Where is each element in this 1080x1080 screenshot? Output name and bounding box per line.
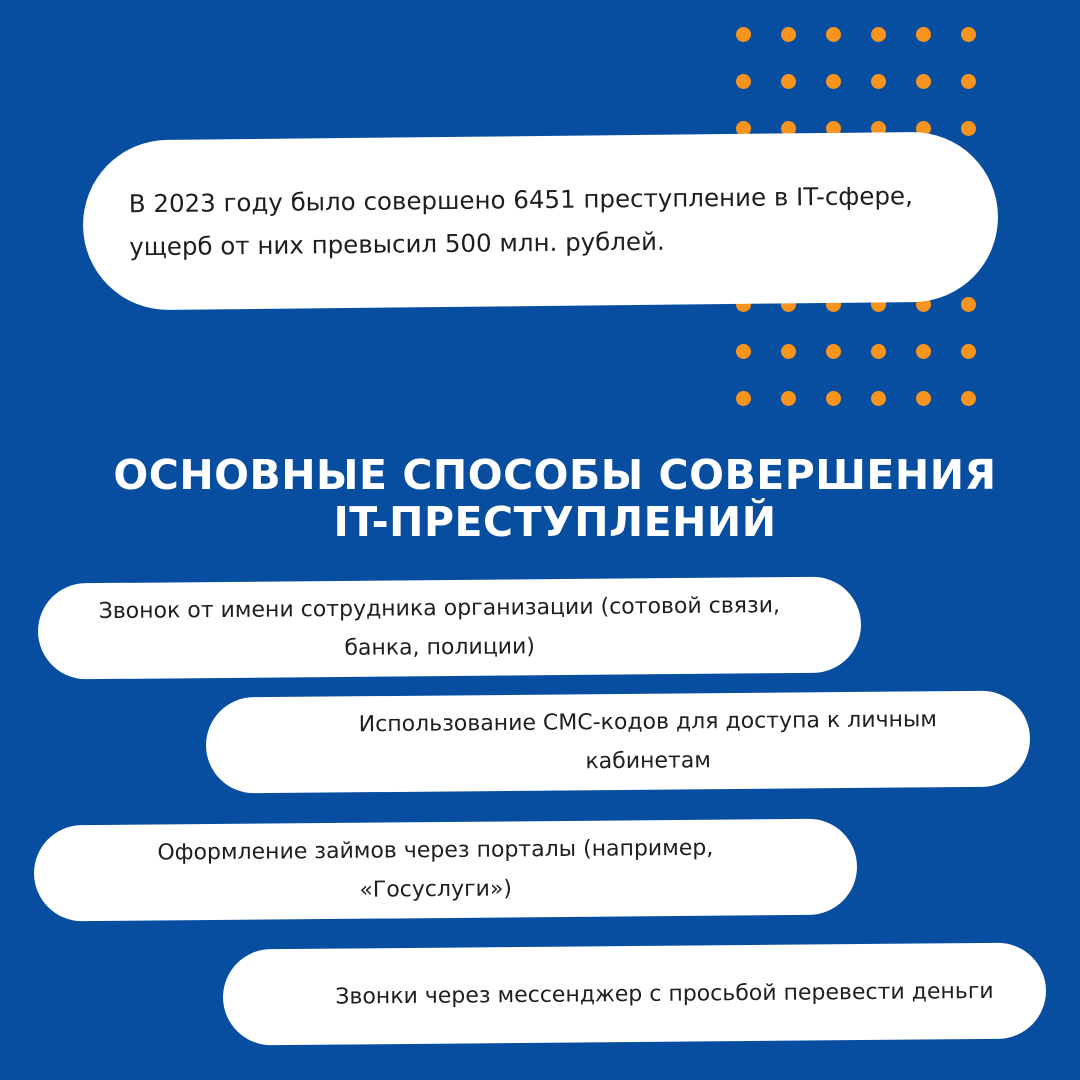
method-pill-phone-call [38, 576, 862, 679]
decorative-dot-grid-top [736, 27, 976, 136]
orange-dot [916, 27, 931, 42]
orange-dot [736, 344, 751, 359]
orange-dot [736, 391, 751, 406]
orange-dot [826, 391, 841, 406]
orange-dot [961, 297, 976, 312]
orange-dot [961, 391, 976, 406]
method-text: Использование СМС-кодов для доступа к личным кабинетам [358, 707, 938, 775]
orange-dot [871, 27, 886, 42]
method-text: Оформление займов через порталы (например, «Госуслуги») [157, 835, 714, 903]
statistic-pill [82, 131, 999, 311]
orange-dot [781, 344, 796, 359]
orange-dot [961, 121, 976, 136]
orange-dot [916, 344, 931, 359]
orange-dot [826, 27, 841, 42]
method-pill-loans [34, 818, 858, 921]
method-text: Звонок от имени сотрудника организации (сотовой связи, банка, полиции) [98, 593, 781, 661]
orange-dot [916, 391, 931, 406]
method-pill-messenger [223, 942, 1047, 1045]
orange-dot [871, 391, 886, 406]
method-text: Звонки через мессенджер с просьбой перевести деньги [335, 978, 994, 1010]
orange-dot [916, 74, 931, 89]
orange-dot [871, 74, 886, 89]
orange-dot [781, 27, 796, 42]
decorative-dot-grid-bottom [736, 297, 976, 406]
orange-dot [781, 74, 796, 89]
method-pill-sms-codes [206, 690, 1031, 793]
orange-dot [781, 391, 796, 406]
orange-dot [736, 27, 751, 42]
orange-dot [961, 74, 976, 89]
orange-dot [871, 344, 886, 359]
orange-dot [961, 27, 976, 42]
heading-line-1: ОСНОВНЫЕ СПОСОБЫ СОВЕРШЕНИЯ [113, 451, 997, 499]
orange-dot [961, 344, 976, 359]
orange-dot [826, 74, 841, 89]
statistic-text: В 2023 году было совершено 6451 преступление в IT-сфере, ущерб от них превысил 500 млн. рублей. [128, 181, 913, 262]
orange-dot [826, 344, 841, 359]
orange-dot [736, 74, 751, 89]
heading-line-2: IT-ПРЕСТУПЛЕНИЙ [333, 498, 777, 546]
section-heading [0, 452, 1080, 546]
